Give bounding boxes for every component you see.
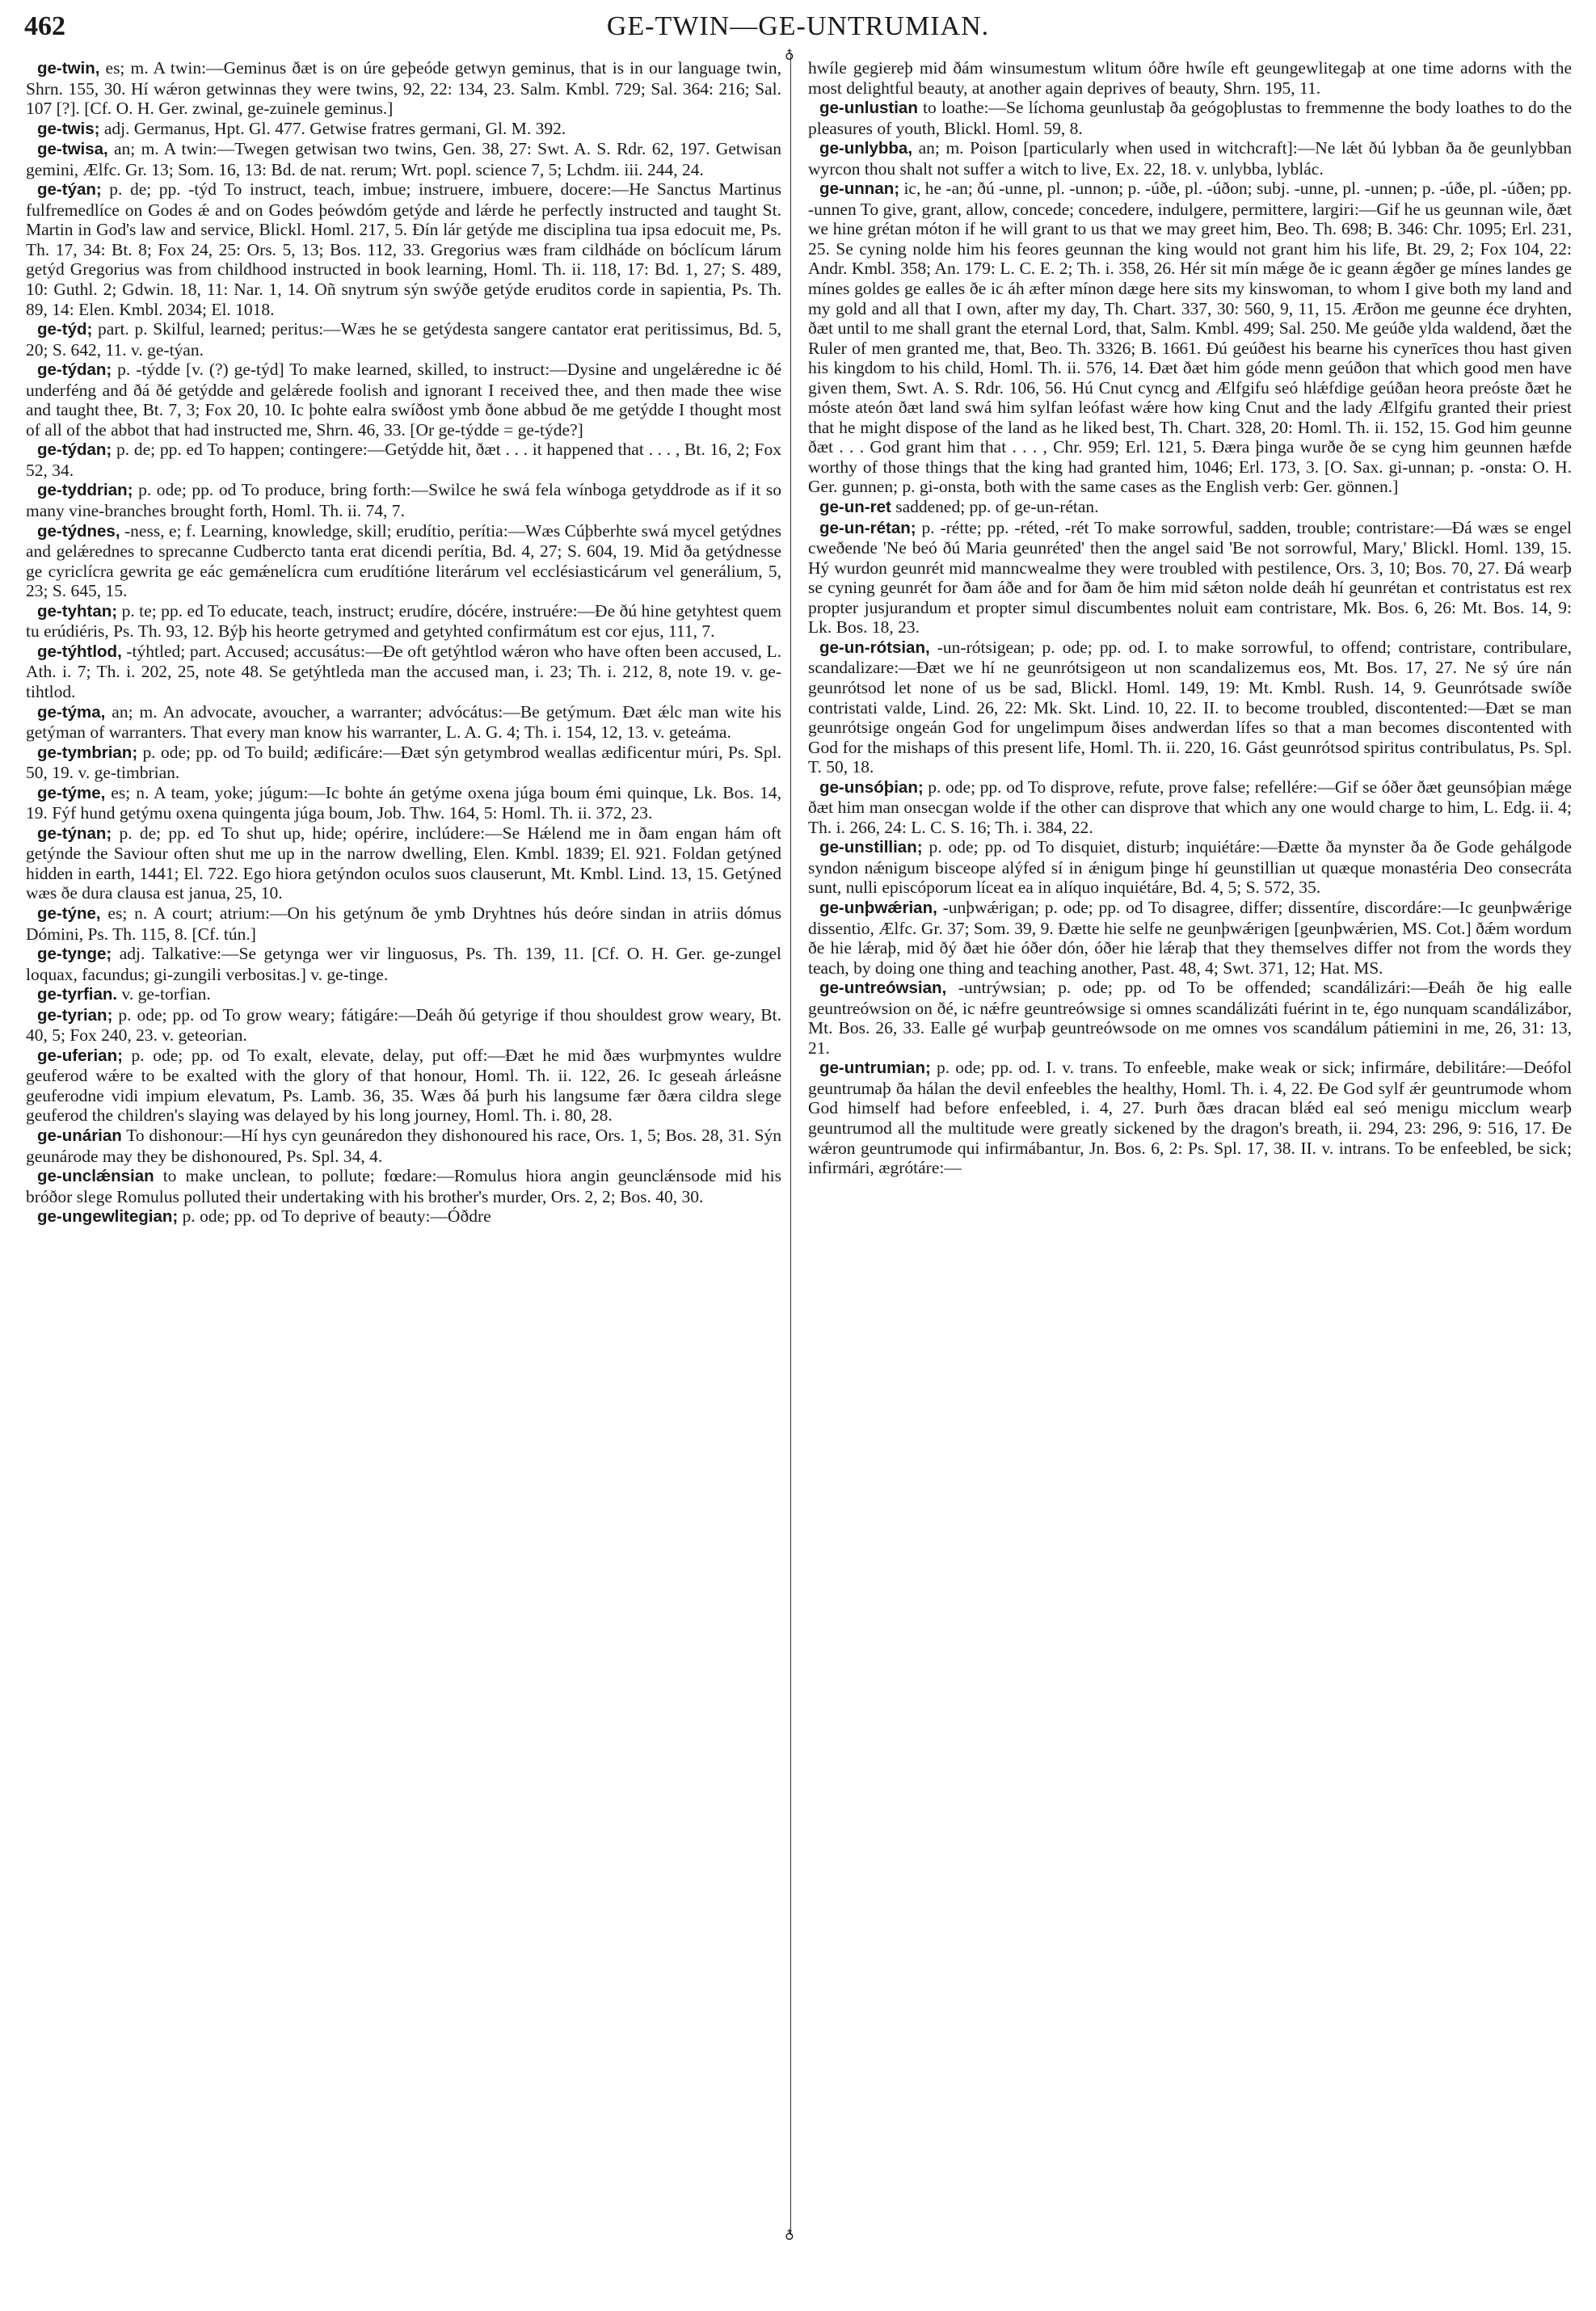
entry-headword: ge-týd;	[37, 320, 93, 339]
entry-headword: ge-týan;	[37, 180, 102, 200]
dictionary-entry	[26, 521, 781, 601]
entry-headword: ge-týnan;	[37, 823, 112, 843]
dictionary-entry	[808, 58, 1572, 98]
dictionary-entry	[26, 179, 781, 319]
entry-headword: ge-unþwǽrian,	[819, 898, 937, 917]
entry-headword: ge-un-rétan;	[819, 518, 916, 537]
entry-headword: ge-týhtlod,	[37, 642, 122, 661]
entry-headword: ge-týme,	[37, 783, 106, 802]
entry-headword: ge-ungewlitegian;	[37, 1207, 179, 1227]
dictionary-entry	[26, 1206, 781, 1227]
dictionary-entry	[26, 440, 781, 480]
entry-definition: v. ge-torfian.	[117, 984, 211, 1004]
dictionary-entry	[26, 601, 781, 642]
entry-headword: ge-tyrfian.	[37, 985, 118, 1004]
dictionary-entry	[808, 638, 1572, 777]
dictionary-entry	[26, 1005, 781, 1046]
entry-definition: -un-rótsigean; p. ode; pp. od. I. to make sorrowful, to offend; contristare, contribulare, scandalizare:—Ðæt we hí ne geunrótsigeon ut non scandalizemus eos, Mt. Bos. 17, 27. Ne sý úre nán geunrótsod let none of us be sad, Blickl. Homl. 149, 19: Mt. Kmbl. Rush. 14, 9. Geunrótsade swíðe contristati valde, Lind. 26, 22: Mk. Skt. Lind. 10, 22. II. to become troubled, discontented:—Ðæt se man geunrótsige ongeán God for ungelimpum ðises andwerdan lífes so that a man becomes discontented with God for the mishaps of this present life, Homl. Th. ii. 220, 16. Gást geunrótsod spiritus contribulatus, Ps. Spl. T. 50, 18.	[808, 637, 1572, 777]
dictionary-entry	[26, 319, 781, 360]
entry-headword: ge-untrumian;	[819, 1059, 931, 1078]
entry-headword: ge-tyddrian;	[37, 481, 133, 500]
dictionary-entry	[26, 1166, 781, 1206]
dictionary-entry	[26, 360, 781, 440]
dictionary-entry	[26, 119, 781, 140]
entry-headword: ge-unsóþian;	[819, 777, 924, 797]
entry-headword: ge-unlybba,	[819, 139, 913, 158]
entry-definition: p. ode; pp. od To deprive of beauty:—Óðdre	[178, 1206, 491, 1227]
dictionary-entry	[26, 58, 781, 119]
entry-definition: es; n. A court; atrium:—On his getýnum ðe ymb Dryhtnes hús deóre sindan in atriis dómus Dómini, Ps. Th. 115, 8. [Cf. tún.]	[26, 903, 781, 944]
dictionary-entry	[26, 702, 781, 743]
entry-headword: ge-twis;	[37, 119, 100, 138]
divider-ornament-icon: ♁	[785, 48, 794, 61]
entry-definition: p. ode; pp. od To exalt, elevate, delay, put off:—Ðæt he mid ðæs wurþmyntes wuldre geuferod wǽre to be exalted with the glory of that honour, Homl. Th. ii. 122, 26. Ic geseah árleásne geuferodne vidi impium elevatum, Ps. Lamb. 36, 35. Wæs ðá þurh his langsume fær ðæra cildra slege geuferod the children's slaying was delayed by his long journey, Homl. Th. i. 80, 28.	[26, 1045, 781, 1126]
dictionary-entry	[26, 944, 781, 984]
entry-definition: p. -rétte; pp. -réted, -rét To make sorrowful, sadden, trouble; contristare:—Ðá wæs se engel cweðende 'Ne beó ðú Maria geunréted' then the angel said 'Be not sorrowful, Mary,' Blickl. Homl. 139, 15. Hý wurdon geunrét mid manncwealme they were troubled with pestilence, Ors. 3, 10; Bos. 70, 27. Ðá wearþ se cyning geunrét for ðam áðe and for ðam ðe him mid sǽton nolde deáh hí geunrétan et contristatus est rex propter jusjurandum et propter simul discumbentes noluit eam contristare, Mk. Bos. 6, 26: Mt. Bos. 14, 9: Lk. Bos. 18, 23.	[808, 517, 1572, 638]
entry-definition: ic, he -an; ðú -unne, pl. -unnon; p. -úðe, pl. -úðon; subj. -unne, pl. -unnen; p. -úðe, pl. -úðen; pp. -unnen To give, grant, allow, concede; concedere, indulgere, permittere, largiri:—Gif he us geunnan wile, ðæt we hine grétan móton if he will grant to us that we may greet him, Beo. Th. 698; B. 346: Chr. 1095; Erl. 231, 25. Se cyning nolde him his feores geunnan the king would not grant him his life, Bt. 29, 2; Fox 104, 22: Andr. Kmbl. 358; An. 179: L. C. E. 2; Th. i. 358, 26. Hér sit mín mǽge ðe ic geann ǽgðer ge mínes landes ge mínes goldes ge ealles ðe ic áh æfter mínon dæge here sits my kinswoman, to whom I give both my land and my gold and all that I own, after my day, Th. Chart. 337, 30: 560, 9, 11, 15. Ærðon me geunne éce dryhten, ðæt until to me shall grant the eternal Lord, that, Salm. Kmbl. 499; Sal. 250. Me geúðe ylda waldend, ðæt the Ruler of men granted me, that, Beo. Th. 3326; B. 1661. Ðú geúðest his bearne his cynerīces thou hast given his kingdom to his child, Homl. Th. ii. 576, 14. Ðæt ðæt him góde menn geúðon that which good men have given them, Swt. A. S. Rdr. 106, 56. Hú Cnut cyncg and Ælfgifu seó hlǽfdige geúðan heora preóste ðæt he móste ateón ðæt land swá him sylfan leófast wǽre how king Cnut and the lady Ælfgifu granted their priest that he might dispose of the land as he liked best, Th. Chart. 328, 20: Homl. Th. ii. 152, 15. God him geunne ðæt . . . God grant him that . . . , Chr. 959; Erl. 121, 5. Ðæra þinga wurðe ðe se cyng him geunnen hæfde worthy of those things that the king had granted him, 1046; Erl. 173, 3. [O. Sax. gi-unnan; p. -onsta: O. H. Ger. gunnen; p. gi-onsta, both with the same cases as the English verb: Ger. gönnen.]	[808, 179, 1572, 497]
page-header	[24, 11, 1572, 52]
dictionary-entry	[26, 743, 781, 783]
entry-definition: p. ode; pp. od To disprove, refute, prove false; refellére:—Gif se óðer ðæt geunsóþian mǽge ðæt him man onsecgan wolde if the other can disprove that which any one would charge to him, L. Edg. ii. 4; Th. i. 266, 24: L. C. S. 16; Th. i. 384, 22.	[808, 777, 1572, 837]
right-column	[808, 58, 1572, 1178]
entry-definition: p. -týdde [v. (?) ge-týd] To make learned, skilled, to instruct:—Dysine and ungelǽredne ic ðé underféng and ðá ðé getýdde and gelǽrede foolish and ignorant I received thee, and then made thee wise and taught thee, Bt. 7, 3; Fox 20, 10. Ic þohte ealra swíðost ymb ðone abbud ðe me getýdde I thought most of all of the abbot that had instructed me, Shrn. 46, 33. [Or ge-týdde = ge-týde?]	[26, 360, 781, 440]
entry-definition: To dishonour:—Hí hys cyn geunáredon they dishonoured his race, Ors. 1, 5; Bos. 28, 31. Sýn geunárode may they be dishonoured, Ps. Spl. 34, 4.	[26, 1125, 781, 1166]
entry-definition: p. te; pp. ed To educate, teach, instruct; erudíre, dócére, instruére:—Ðe ðú hine getyhtest quem tu erúdiéris, Ps. Th. 93, 12. Býþ his heorte getrymed and getyhted confirmátum est cor ejus, 111, 7.	[26, 600, 781, 642]
entry-definition: hwíle gegiereþ mid ðám winsumestum wlitum óðre hwíle eft geungewlitegaþ at one time adorns with the most delightful beauty, at another again deprives of beauty, Shrn. 195, 11.	[808, 58, 1572, 98]
entry-headword: ge-tynge;	[37, 945, 112, 964]
entry-headword: ge-twin,	[37, 59, 100, 78]
page-title: GE-TWIN—GE-UNTRUMIAN.	[606, 11, 990, 41]
entry-definition: es; n. A team, yoke; júgum:—Ic bohte án getýme oxena júga boum émi quinque, Lk. Bos. 14, 19. Fýf hund getýmu oxena quingenta júga boum, Job. Thw. 164, 5: Homl. Th. ii. 372, 23.	[26, 782, 781, 823]
dictionary-entry	[26, 984, 781, 1005]
entry-headword: ge-unnan;	[819, 179, 900, 199]
dictionary-entry	[26, 1126, 781, 1166]
entry-headword: ge-týdnes,	[37, 521, 120, 541]
dictionary-entry	[26, 783, 781, 823]
dictionary-entry	[26, 139, 781, 179]
page-number: 462	[24, 11, 65, 41]
entry-headword: ge-týdan;	[37, 360, 112, 380]
entry-definition: saddened; pp. of ge-un-rétan.	[891, 497, 1099, 517]
entry-headword: ge-unclǽnsian	[37, 1167, 154, 1186]
entry-definition: adj. Germanus, Hpt. Gl. 477. Getwise fratres germani, Gl. M. 392.	[99, 118, 566, 138]
column-divider	[790, 53, 791, 2235]
dictionary-entry	[808, 777, 1572, 838]
entry-definition: an; m. A twin:—Twegen getwisan two twins, Gen. 38, 27: Swt. A. S. Rdr. 62, 197. Getwisan gemini, Ælfc. Gr. 13; Som. 16, 13: Bd. de nat. rerum; Wrt. popl. science 7, 5; Lchdm. iii. 244, 24.	[26, 139, 781, 179]
entry-headword: ge-uferian;	[37, 1046, 123, 1065]
entry-definition: p. de; pp. -týd To instruct, teach, imbue; instruere, imbuere, docere:—He Sanctus Martinus fulfremedlíce on Godes ǽ and on Godes þeówdóm getýde and lǽrde he perfectly instructed and taught St. Martin in God's law and service, Blickl. Homl. 217, 5. Ðín lár getýde me disciplina tua ipsa edocuit me, Ps. Th. 17, 34: Bt. 8; Fox 24, 25: Ors. 5, 13; Bos. 112, 33. Gregorius wæs fram cildháde on bóclícum lárum getýd Gregorius was from childhood instructed in book learning, Homl. Th. ii. 118, 17: Bd. 1, 27; S. 489, 10: Guthl. 2; Gdwin. 18, 11: Nar. 1, 14. Oñ snytrum sýn swýðe getýde eruditos corde in sapientia, Ps. Th. 89, 14: Elen. Kmbl. 2034; El. 1018.	[26, 179, 781, 319]
entry-definition: -unþwǽrigan; p. ode; pp. od To disagree, differ; dissentíre, discordáre:—Ic geunþwǽrige dissentio, Ælfc. Gr. 37; Som. 39, 9. Ðætte hie selfe ne geunþwǽrigen [geunþwǽrien, MS. Cot.] ðǽm wordum ðe hie lǽraþ, mid ðý ðæt hie óðer dón, óðer hie lǽraþ that they themselves differ not from the words they teach, by doing one thing and teaching another, Past. 48, 4; Swt. 371, 12; Hat. MS.	[808, 897, 1572, 978]
entry-headword: ge-un-rótsian,	[819, 638, 930, 657]
entry-headword: ge-unlustian	[819, 99, 918, 118]
entry-definition: p. ode; pp. od To grow weary; fátigáre:—Deáh ðú getyrige if thou shouldest grow weary, Bt. 40, 5; Fox 240, 23. v. geteorian.	[26, 1004, 781, 1046]
entry-definition: to loathe:—Se líchoma geunlustaþ ða geógoþlustas to fremmenne the body loathes to do the pleasures of youth, Blickl. Homl. 59, 8.	[808, 98, 1572, 138]
entry-headword: ge-unstillian;	[819, 838, 923, 857]
dictionary-entry	[808, 518, 1572, 638]
dictionary-entry	[26, 823, 781, 903]
entry-definition: an; m. Poison [particularly when used in witchcraft]:—Ne lǽt ðú lybban ða ðe geunlybban wyrcon thou shalt not suffer a witch to live, Ex. 22, 18. v. unlybba, lyblác.	[808, 138, 1572, 179]
entry-definition: p. de; pp. ed To happen; contingere:—Getýdde hit, ðæt . . . it happened that . . . , Bt. 16, 2; Fox 52, 34.	[26, 440, 781, 480]
dictionary-entry	[808, 98, 1572, 138]
dictionary-entry	[808, 837, 1572, 898]
entry-definition: -ness, e; f. Learning, knowledge, skill; erudítio, perítia:—Wæs Cúþberhte swá mycel getýdnes and gelǽrednes to sprecanne Cudbercto tanta erat dicendi perítia, Bd. 4, 27; S. 604, 19. Mid ða getýdnesse ge cyriclícra gewrita ge eác gemǽnelícra cum erudítióne literárum vel ecclésiasticárum vel generálium, 5, 23; S. 645, 15.	[26, 520, 781, 601]
dictionary-entry	[808, 138, 1572, 179]
entry-definition: p. ode; pp. od To produce, bring forth:—Swilce he swá fela wínboga getyddrode as if it so many vine-branches brought forth, Homl. Th. ii. 74, 7.	[26, 480, 781, 521]
entry-definition: p. de; pp. ed To shut up, hide; opérire, inclúdere:—Se Hǽlend me in ðam engan hám oft getýnde the Saviour often shut me up in the narrow dwelling, Elen. Kmbl. 1839; El. 921. Foldan getýned hidden in earth, 1441; El. 722. Ego hiora getýndon oculos suos clauserunt, Mt. Kmbl. Lind. 13, 15. Getýned wæs ðe dura clausa est janua, 25, 10.	[26, 823, 781, 903]
dictionary-entry	[808, 978, 1572, 1058]
entry-headword: ge-tymbrian;	[37, 743, 138, 762]
entry-definition: p. ode; pp. od To build; ædificáre:—Ðæt sýn getymbrod weallas ædificentur múri, Ps. Spl. 50, 19. v. ge-timbrian.	[26, 742, 781, 783]
entry-headword: ge-týdan;	[37, 440, 112, 460]
dictionary-entry	[26, 480, 781, 520]
dictionary-entry	[26, 903, 781, 944]
dictionary-entry	[26, 642, 781, 702]
dictionary-entry	[808, 898, 1572, 978]
entry-headword: ge-týma,	[37, 702, 106, 722]
dictionary-entry	[26, 1046, 781, 1126]
divider-ornament-icon: ♁	[785, 2228, 794, 2242]
entry-definition: an; m. An advocate, avoucher, a warranter; advócátus:—Be getýmum. Ðæt ǽlc man wite his getýman of warranters. That every man know his warranter, L. A. G. 4; Th. i. 154, 12, 13. v. geteáma.	[26, 701, 781, 743]
entry-headword: ge-týne,	[37, 903, 101, 923]
entry-headword: ge-untreówsian,	[819, 979, 947, 998]
entry-definition: -týhtled; part. Accused; accusátus:—Ðe oft getýhtlod wǽron who have often been accused, L. Ath. i. 7; Th. i. 202, 25, note 48. Se getýhtleda man the accused man, i. 23; Th. i. 212, 8, note 19. v. ge-tihtlod.	[26, 641, 781, 701]
entry-headword: ge-unárian	[37, 1126, 122, 1145]
entry-definition: p. ode; pp. od. I. v. trans. To enfeeble, make weak or sick; infirmáre, debilitáre:—Deófol geuntrumaþ ða hálan the devil enfeebles the healthy, Homl. Th. i. 4, 22. Ðe God sylf ǽr geuntrumode whom God himself had before enfeebled, i. 4, 27. Þurh ðæs dracan blǽd eal seó menigu micclum wearþ geuntrumod all the multitude were greatly sickened by the dragon's breath, ii. 294, 23: 296, 9: 516, 17. Ðe wǽron geuntrumode qui infirmábantur, Jn. Bos. 6, 2: Ps. Spl. 17, 38. II. v. intrans. To be enfeebled, be sick; infirmári, ægrótáre:—	[808, 1058, 1572, 1178]
entry-headword: ge-tyhtan;	[37, 601, 118, 621]
entry-definition: es; m. A twin:—Geminus ðæt is on úre geþeóde getwyn geminus, that is in our language twin, Shrn. 155, 30. Hí wǽron getwinnas they were twins, 92, 22: 134, 23. Salm. Kmbl. 729; Sal. 364: 216; Sal. 107 [?]. [Cf. O. H. Ger. zwinal, ge-zuinele geminus.]	[26, 58, 781, 119]
entry-definition: adj. Talkative:—Se getynga wer vir linguosus, Ps. Th. 139, 11. [Cf. O. H. Ger. ge-zungel loquax, facundus; gi-zungili verbositas.] v. ge-tinge.	[26, 944, 781, 984]
entry-headword: ge-twisa,	[37, 140, 108, 159]
entry-definition: to make unclean, to pollute; fœdare:—Romulus hiora angin geunclǽnsode mid his bróðor slege Romulus polluted their undertaking with his brother's murder, Ors. 2, 2; Bos. 40, 30.	[26, 1166, 781, 1206]
dictionary-entry	[808, 1058, 1572, 1177]
entry-definition: -untrýwsian; p. ode; pp. od To be offended; scandálizári:—Ðeáh ðe hig ealle geuntreówsion on ðé, ic nǽfre geuntreówsige si omnes scandálizáti fuérint in te, égo nunquam scandálizábor, Mt. Bos. 26, 33. Ealle gé wurþaþ geuntreówsode on me omnes vos scandálum pátiemini in me, 26, 31: 13, 21.	[808, 978, 1572, 1058]
entry-definition: part. p. Skilful, learned; peritus:—Wæs he se getýdesta sangere cantator erat peritissimus, Bd. 5, 20; S. 642, 11. v. ge-týan.	[26, 319, 781, 360]
left-column	[26, 58, 781, 1227]
entry-headword: ge-un-ret	[819, 498, 891, 517]
entry-headword: ge-tyrian;	[37, 1005, 113, 1025]
dictionary-entry	[808, 497, 1572, 518]
entry-definition: p. ode; pp. od To disquiet, disturb; inquiétáre:—Ðætte ða mynster ða ðe Gode gehálgode syndon nǽnigum bisceope alýfed sí in ǽnigum þinge hí geunstillian ut quæque monastéria Deo consecráta sunt, nulli episcóporum líceat ea in alíquo inquiétáre, Bd. 4, 5; S. 572, 35.	[808, 837, 1572, 898]
dictionary-entry	[808, 179, 1572, 497]
